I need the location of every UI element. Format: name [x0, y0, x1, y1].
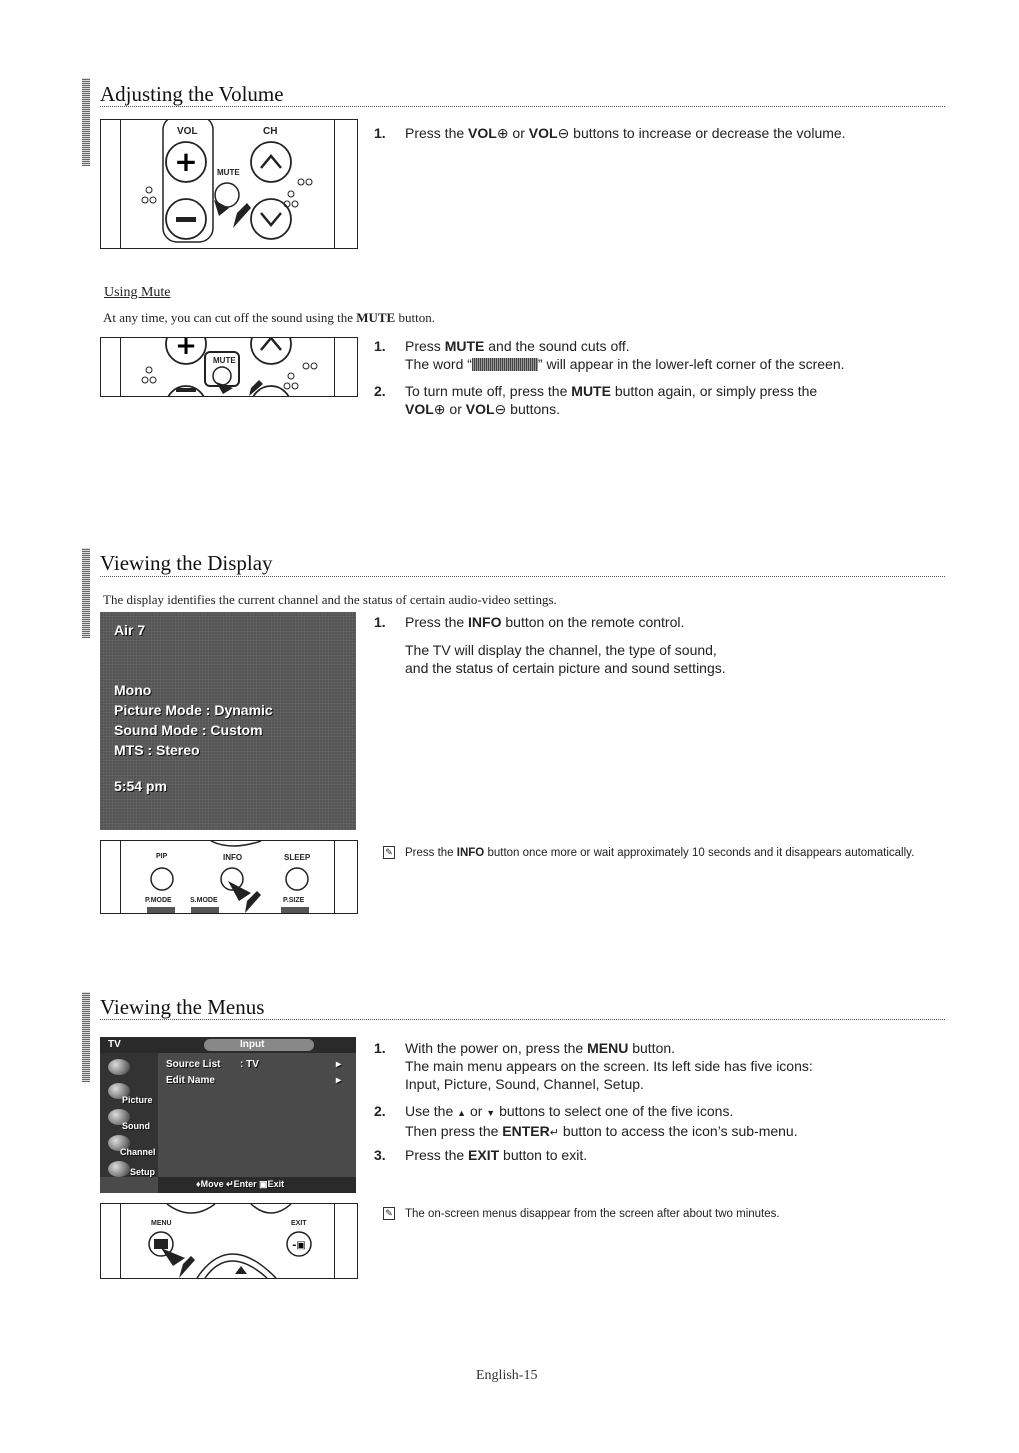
remote-info-illustration: [100, 840, 358, 914]
osd-clock: 5:54 pm: [114, 778, 167, 794]
section-rule: [100, 576, 945, 577]
section-marker: [82, 78, 90, 166]
menu-side-sound: Sound: [122, 1121, 150, 1131]
up-arrow-icon: ▲: [457, 1108, 467, 1118]
info-label: INFO: [223, 853, 243, 862]
section-marker: [82, 992, 90, 1082]
osd-picture-mode: Picture Mode : Dynamic: [114, 702, 273, 718]
menu-side-channel: Channel: [120, 1147, 156, 1157]
tv-main-menu-screen: [100, 1037, 356, 1193]
menu-tab-input: Input: [240, 1039, 265, 1050]
menu-tab-tv: TV: [108, 1039, 121, 1050]
ch-label: CH: [263, 126, 278, 137]
enter-icon: ↵: [549, 1127, 559, 1139]
menu-arrow: ▸: [336, 1075, 342, 1086]
setup-icon: [108, 1161, 130, 1177]
section-title-menus: Viewing the Menus: [100, 995, 265, 1019]
note-icon: ✎: [383, 1207, 395, 1220]
section-title-display: Viewing the Display: [100, 551, 273, 575]
osd-mts: MTS : Stereo: [114, 742, 200, 758]
remote-menu-illustration: [100, 1203, 358, 1279]
osd-channel: Air 7: [114, 622, 146, 638]
pip-label: PIP: [156, 853, 168, 860]
remote-volume-illustration: [100, 119, 358, 249]
svg-text:+: +: [175, 338, 197, 361]
down-arrow-icon: ▼: [486, 1108, 496, 1118]
osd-sound-mode: Sound Mode : Custom: [114, 722, 263, 738]
pmode-label: P.MODE: [145, 897, 172, 904]
mute-heading: Using Mute: [104, 285, 171, 300]
smode-label: S.MODE: [190, 897, 218, 904]
section-title-volume: Adjusting the Volume: [100, 82, 284, 106]
input-icon: [108, 1059, 130, 1075]
exit-label: EXIT: [291, 1220, 307, 1227]
menu-arrow: ▸: [336, 1059, 342, 1070]
menu-item-edit-name: Edit Name: [166, 1075, 215, 1086]
mute-label: MUTE: [213, 356, 236, 365]
display-intro: The display identifies the current channel and the status of certain audio-video settings.: [103, 592, 557, 607]
menu-footer-hints: ♦Move ↵Enter ▣Exit: [196, 1179, 285, 1189]
svg-text:-▣: -▣: [292, 1240, 306, 1251]
menu-label: MENU: [151, 1220, 172, 1227]
section-rule: [100, 1019, 945, 1020]
sleep-label: SLEEP: [284, 853, 311, 862]
section-rule: [100, 106, 945, 107]
menu-side-picture: Picture: [122, 1095, 153, 1105]
svg-text:+: +: [174, 145, 198, 178]
menu-side-setup: Setup: [130, 1167, 156, 1177]
osd-sound-type: Mono: [114, 682, 152, 698]
menu-item-source-list: Source List: [166, 1059, 221, 1070]
note-icon: ✎: [383, 846, 395, 859]
psize-label: P.SIZE: [283, 897, 305, 904]
vol-label: VOL: [177, 126, 198, 137]
mute-intro: At any time, you can cut off the sound using the MUTE button.: [103, 310, 435, 325]
mute-label: MUTE: [217, 168, 240, 177]
menu-item-source-value: : TV: [240, 1059, 259, 1070]
tv-info-osd-screen: [100, 612, 356, 830]
remote-mute-illustration: [100, 337, 358, 397]
mute-osd-icon: [472, 358, 538, 371]
page-number: English-15: [476, 1368, 538, 1383]
section-marker: [82, 548, 90, 638]
